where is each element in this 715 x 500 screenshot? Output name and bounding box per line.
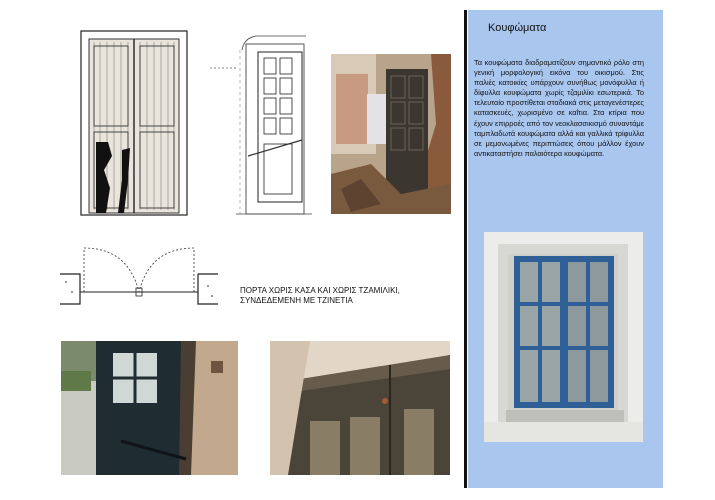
ruined-door-photo bbox=[331, 54, 451, 214]
sidebar-title: Κουφώματα bbox=[488, 22, 547, 34]
blue-window-photo bbox=[484, 232, 643, 442]
glazed-door-sketch bbox=[206, 30, 324, 218]
double-door-sketch bbox=[80, 30, 188, 216]
door-plan-sketch bbox=[58, 242, 220, 312]
caption-line-1: ΠΟΡΤΑ ΧΩΡΙΣ ΚΑΣΑ ΚΑΙ ΧΩΡΙΣ ΤΖΑΜΙΛΙΚΙ, bbox=[240, 286, 400, 295]
door-caption bbox=[240, 286, 450, 306]
caption-line-2: ΣΥΝΔΕΔΕΜΕΝΗ ΜΕ ΤΖΙΝΕΤΙΑ bbox=[240, 296, 353, 305]
dark-door-photo bbox=[61, 341, 238, 475]
sidebar-divider bbox=[464, 10, 467, 488]
panel-door-photo bbox=[270, 341, 450, 475]
sidebar-paragraph: Τα κουφώματα διαδραματίζουν σημαντικό ρόλο στη γενική μορφολογική εικόνα του οικισμού. Στις παλιές κατοικίες υπάρχουν συνήθως μονόφυλλα ή δίφυλλα κουφώματα χωρίς τζαμιλίκι εσωτερικά. Το τελευταίο προστίθεται σταδιακά στις μεταγενέστερες κατασκευές, χωρισμένο σε καΐτια. Στα κτίρια που έχουν επιρροές από τον νεοκλασσικισμό συναντάμε ταμπλαδωτά κουφώματα αλλά και γαλλικά τρίφυλλα σε μεμονωμένες περιπτώσεις όπου μάλλον έχουν αντικαταστήσει παλαιότερα κουφώματα. bbox=[474, 58, 644, 158]
